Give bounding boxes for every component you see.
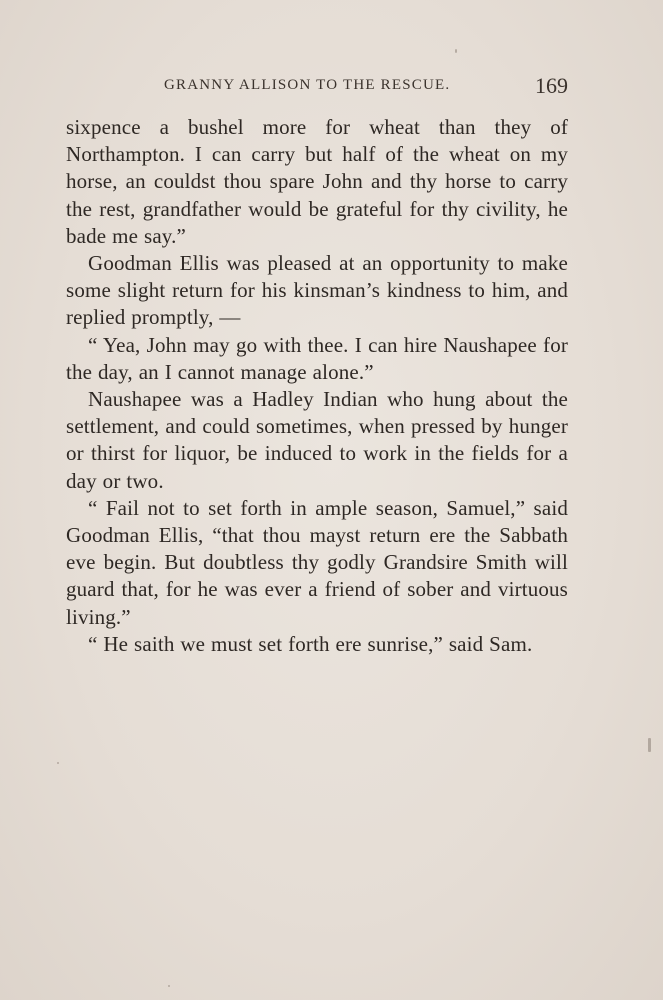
paper-speck <box>57 762 59 764</box>
paper-speck <box>648 738 651 752</box>
paragraph-3: “ Yea, John may go with thee. I can hire Naushapee for the day, an I cannot manage alone.” <box>66 332 568 384</box>
paragraph-6: “ He saith we must set forth ere sunrise,” said Sam. <box>88 631 533 656</box>
paper-speck <box>168 985 170 987</box>
running-title: GRANNY ALLISON TO THE RESCUE. <box>164 77 451 93</box>
paragraph-4: Naushapee was a Hadley Indian who hung about the settlement, and could sometimes, when pressed by hunger or thirst for liquor, be induced to work in the fields for a day or two. <box>66 387 568 493</box>
paper-speck <box>455 49 457 53</box>
running-head <box>66 73 568 103</box>
paragraph-2: Goodman Ellis was pleased at an opportunity to make some slight return for his kinsman’s kindness to him, and replied promptly, — <box>66 251 568 330</box>
body-text <box>66 114 568 658</box>
paragraph-1: sixpence a bushel more for wheat than they of Northampton. I can carry but half of the wheat on my horse, an couldst thou spare John and thy horse to carry the rest, grandfather would be grateful for thy civility, he bade me say.” <box>66 115 568 248</box>
paragraph-5: “ Fail not to set forth in ample season, Samuel,” said Goodman Ellis, “that thou mayst return ere the Sabbath eve begin. But doubtless thy godly Grandsire Smith will guard that, for he was ever a friend of sober and virtuous living.” <box>66 495 568 629</box>
page-number: 169 <box>535 73 568 98</box>
